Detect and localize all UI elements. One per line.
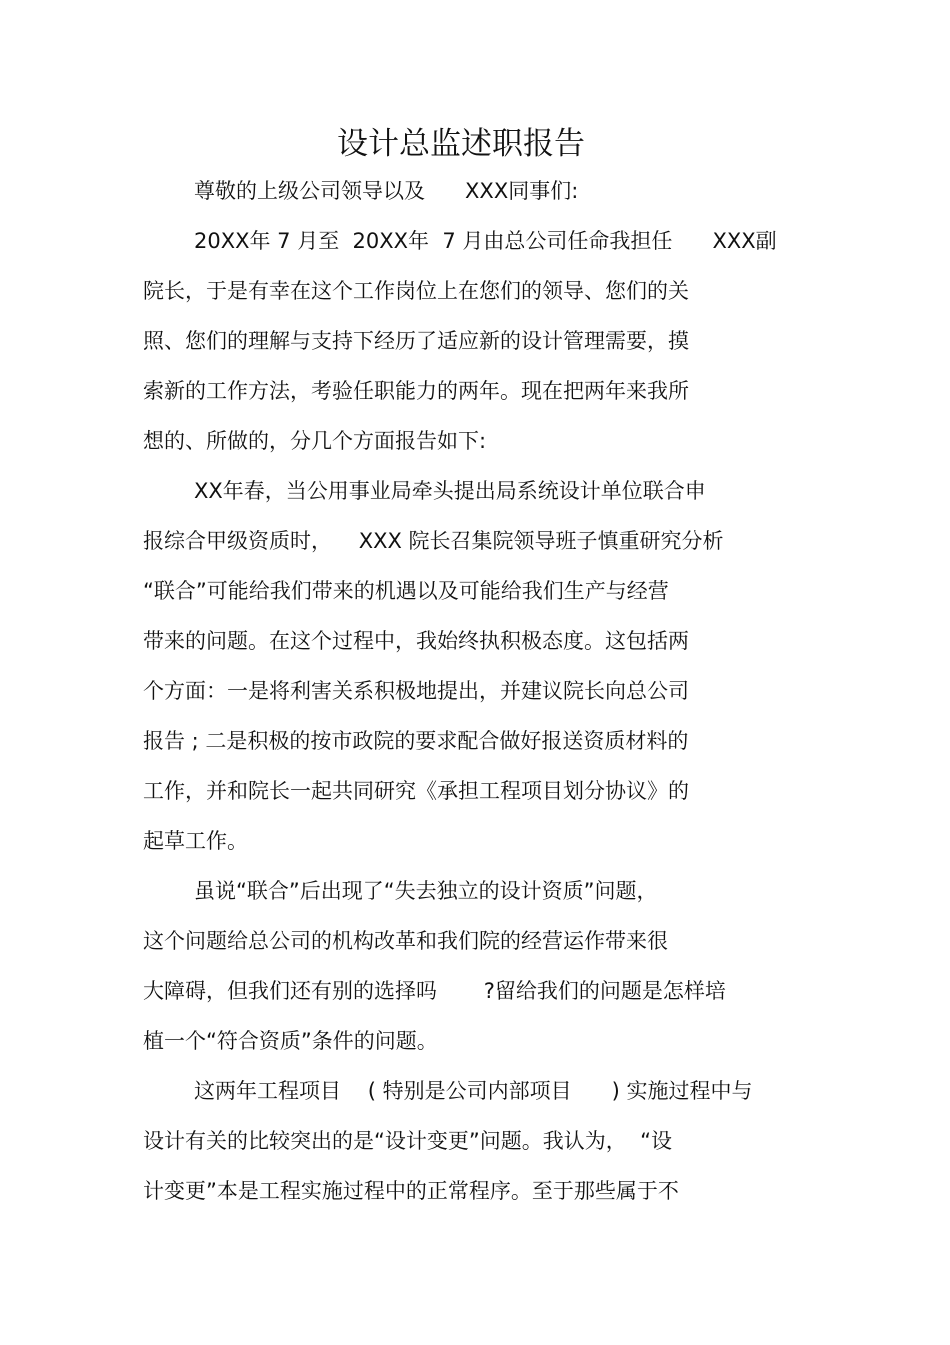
paragraph-line: 工作，并和院长一起共同研究《承担工程项目划分协议》的 <box>143 779 689 803</box>
paragraph-line: “联合”可能给我们带来的机遇以及可能给我们生产与经营 <box>143 579 669 603</box>
paragraph-line: 大障碍，但我们还有别的选择吗 ?留给我们的问题是怎样培 <box>143 979 726 1003</box>
paragraph-line: 植一个“符合资质”条件的问题。 <box>143 1029 438 1053</box>
paragraph-line: 虽说“联合”后出现了“失去独立的设计资质”问题， <box>194 879 658 903</box>
document-title: 设计总监述职报告 <box>337 126 585 162</box>
paragraph-line: 个方面：一是将利害关系积极地提出，并建议院长向总公司 <box>143 679 689 703</box>
paragraph-line: 照、您们的理解与支持下经历了适应新的设计管理需要，摸 <box>143 329 689 353</box>
paragraph-line: XX年春，当公用事业局牵头提出局系统设计单位联合申 <box>194 479 706 503</box>
paragraph-line: 索新的工作方法，考验任职能力的两年。现在把两年来我所 <box>143 379 689 403</box>
paragraph-line: 这两年工程项目 ( 特别是公司内部项目 ) 实施过程中与 <box>194 1079 753 1103</box>
paragraph-line: 报综合甲级资质时， XXX 院长召集院领导班子慎重研究分析 <box>143 529 724 553</box>
paragraph-line: 这个问题给总公司的机构改革和我们院的经营运作带来很 <box>143 929 668 953</box>
paragraph-line: 带来的问题。在这个过程中，我始终执积极态度。这包括两 <box>143 629 689 653</box>
paragraph-line: 尊敬的上级公司领导以及 XXX同事们: <box>194 179 579 203</box>
paragraph-line: 报告 ; 二是积极的按市政院的要求配合做好报送资质材料的 <box>143 729 689 753</box>
paragraph-line: 院长，于是有幸在这个工作岗位上在您们的领导、您们的关 <box>143 279 689 303</box>
paragraph-line: 设计有关的比较突出的是“设计变更”问题。我认为， “设 <box>143 1129 672 1153</box>
paragraph-line: 计变更”本是工程实施过程中的正常程序。至于那些属于不 <box>143 1179 679 1203</box>
paragraph-line: 起草工作。 <box>143 829 248 853</box>
paragraph-line: 20XX年 7 月至 20XX年 7 月由总公司任命我担任 XXX副 <box>194 229 777 253</box>
paragraph-line: 想的、所做的，分几个方面报告如下: <box>143 429 487 453</box>
